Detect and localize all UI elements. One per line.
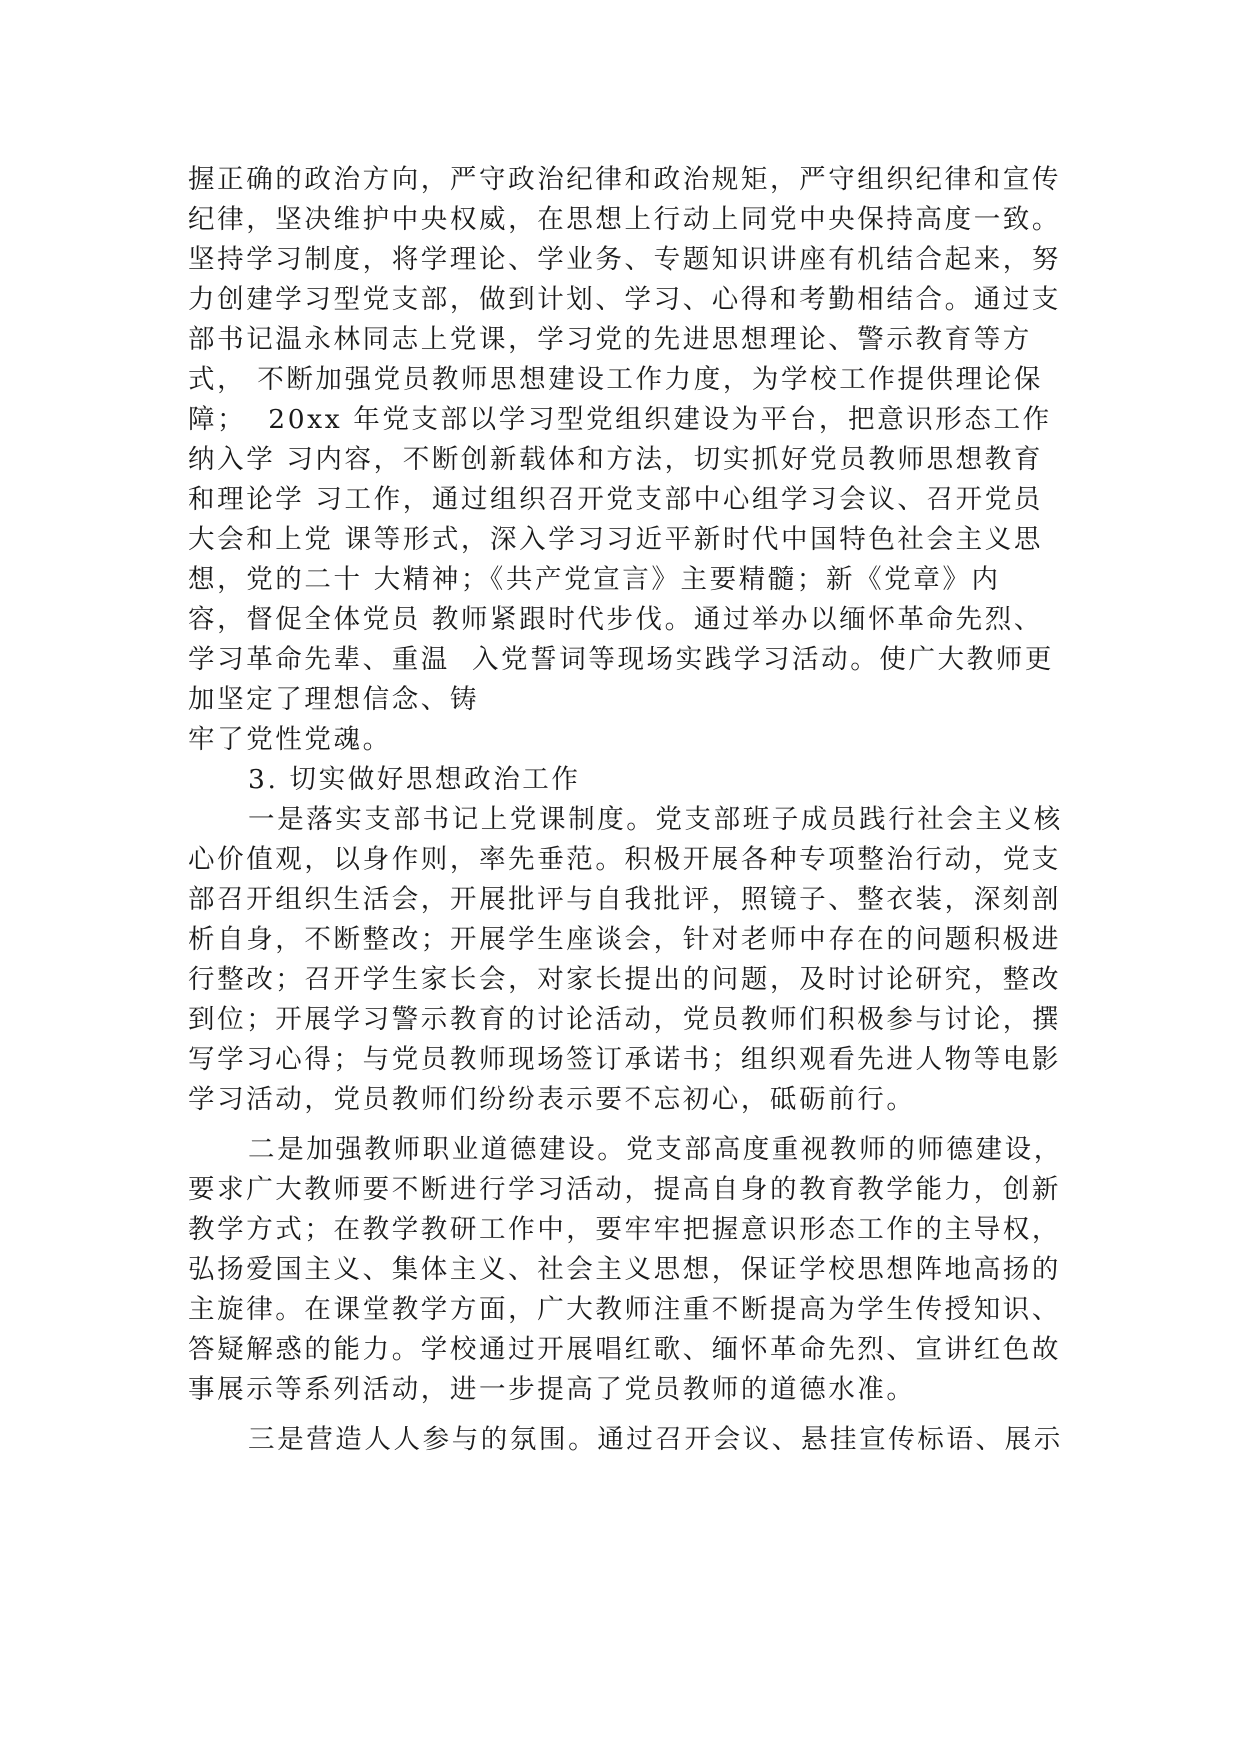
paragraph-line: 部书记温永林同志上党课，学习党的先进思想理论、警示教育等方: [188, 324, 1032, 355]
paragraph-line: 一是落实支部书记上党课制度。党支部班子成员践行社会主义核: [248, 804, 1063, 835]
paragraph-line: 写学习心得；与党员教师现场签订承诺书；组织观看先进人物等电影: [188, 1044, 1061, 1075]
paragraph-line: 障； 20xx 年党支部以学习型党组织建设为平台，把意识形态工作: [188, 404, 1052, 435]
paragraph-line: 握正确的政治方向，严守政治纪律和政治规矩，严守组织纪律和宣传: [188, 164, 1061, 195]
paragraph-line: 大会和上党 课等形式，深入学习习近平新时代中国特色社会主义思: [188, 524, 1043, 555]
paragraph-line: 纳入学 习内容，不断创新载体和方法，切实抓好党员教师思想教育: [188, 444, 1043, 475]
paragraph-line: 式， 不断加强党员教师思想建设工作力度，为学校工作提供理论保: [188, 364, 1043, 395]
paragraph-line: 事展示等系列活动，进一步提高了党员教师的道德水准。: [188, 1374, 916, 1405]
paragraph-line: 行整改；召开学生家长会，对家长提出的问题，及时讨论研究，整改: [188, 964, 1061, 995]
paragraph-line: 答疑解惑的能力。学校通过开展唱红歌、缅怀革命先烈、宣讲红色故: [188, 1334, 1061, 1365]
paragraph-line: 主旋律。在课堂教学方面，广大教师注重不断提高为学生传授知识、: [188, 1294, 1061, 1325]
paragraph-line: 二是加强教师职业道德建设。党支部高度重视教师的师德建设，: [248, 1134, 1063, 1165]
paragraph-line: 加坚定了理想信念、铸: [188, 684, 479, 715]
paragraph-line: 到位；开展学习警示教育的讨论活动，党员教师们积极参与讨论，撰: [188, 1004, 1061, 1035]
paragraph-line: 学习革命先辈、重温 入党誓词等现场实践学习活动。使广大教师更: [188, 644, 1054, 675]
paragraph-line: 部召开组织生活会，开展批评与自我批评，照镜子、整衣装，深刻剖: [188, 884, 1061, 915]
paragraph-line: 三是营造人人参与的氛围。通过召开会议、悬挂宣传标语、展示: [248, 1424, 1063, 1455]
paragraph-line: 学习活动，党员教师们纷纷表示要不忘初心，砥砺前行。: [188, 1084, 916, 1115]
paragraph-line: 析自身，不断整改；开展学生座谈会，针对老师中存在的问题积极进: [188, 924, 1061, 955]
paragraph-line: 和理论学 习工作，通过组织召开党支部中心组学习会议、召开党员: [188, 484, 1043, 515]
paragraph-line: 教学方式；在教学教研工作中，要牢牢把握意识形态工作的主导权，: [188, 1214, 1061, 1245]
paragraph-line: 力创建学习型党支部，做到计划、学习、心得和考勤相结合。通过支: [188, 284, 1061, 315]
paragraph-line: 纪律，坚决维护中央权威，在思想上行动上同党中央保持高度一致。: [188, 204, 1061, 235]
paragraph-line: 要求广大教师要不断进行学习活动，提高自身的教育教学能力，创新: [188, 1174, 1061, 1205]
section-heading: 3. 切实做好思想政治工作: [248, 764, 581, 795]
paragraph-line: 弘扬爱国主义、集体主义、社会主义思想，保证学校思想阵地高扬的: [188, 1254, 1061, 1285]
paragraph-line: 心价值观，以身作则，率先垂范。积极开展各种专项整治行动，党支: [188, 844, 1061, 875]
paragraph-line: 牢了党性党魂。: [188, 724, 392, 755]
paragraph-line: 想，党的二十 大精神；《共产党宣言》主要精髓；新《党章》内: [188, 564, 1001, 595]
paragraph-line: 容，督促全体党员 教师紧跟时代步伐。通过举办以缅怀革命先烈、: [188, 604, 1043, 635]
paragraph-line: 坚持学习制度，将学理论、学业务、专题知识讲座有机结合起来，努: [188, 244, 1061, 275]
